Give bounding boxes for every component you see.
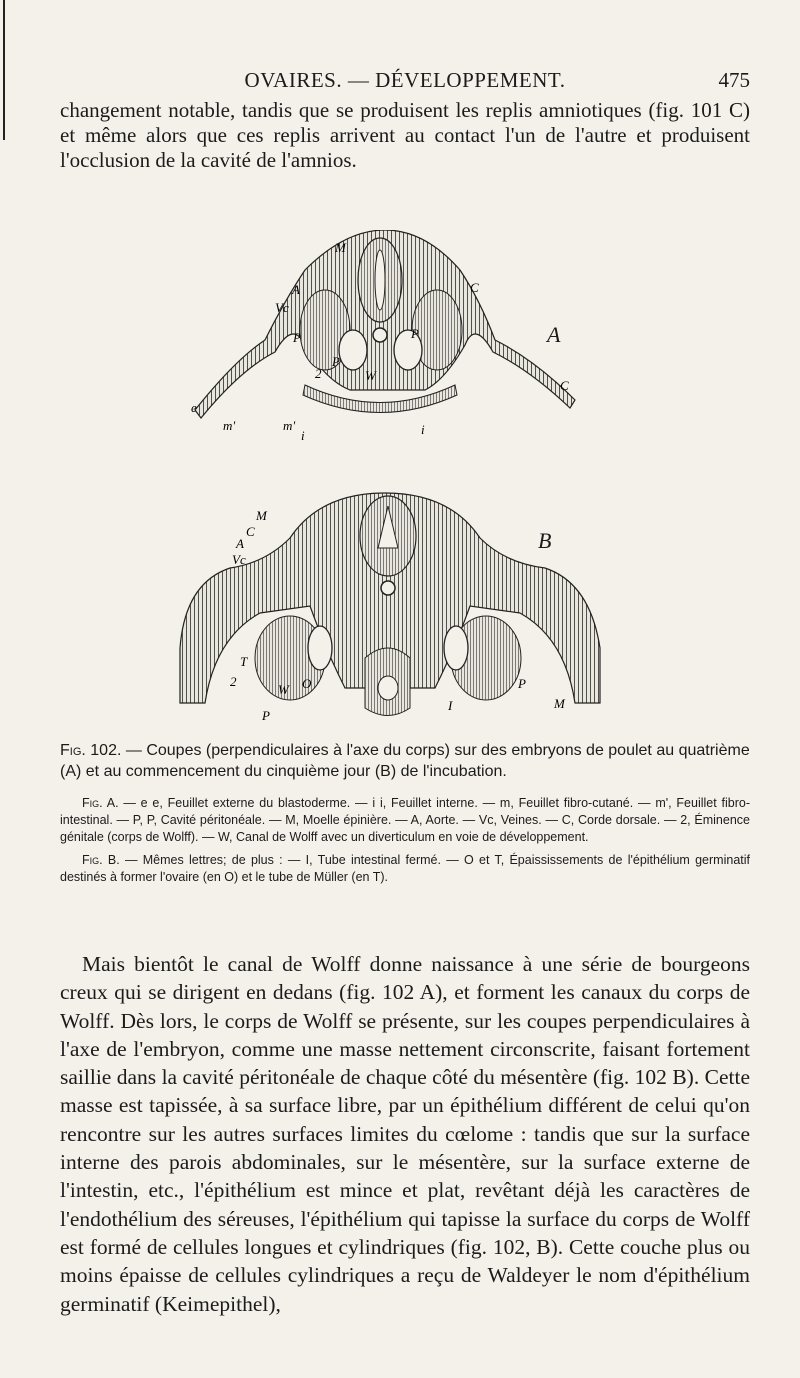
figure-legend (60, 795, 750, 892)
label-a-C2: C (560, 378, 569, 393)
caption-fig-number: Fig. 102. (60, 742, 122, 759)
label-a-P3: P (332, 354, 340, 369)
label-b-Vc: Vc (232, 552, 246, 567)
label-b-M2: M (554, 696, 565, 711)
label-b-I: I (448, 698, 453, 713)
section-b-illustration (170, 488, 610, 738)
legend-a-text: — e e, Feuillet externe du blastoderme. — i i, Feuillet interne. — m, Feuillet fibro-cutané. — m', Feuillet fibro-intestinal. — P, P, Cavité péritonéale. — M, Moelle épinière. — A, Aorte. — Vc, Veines. — C, Corde dorsale. — 2, Éminence génitale (corps de Wolff). — W, Canal de Wolff avec un diverticulum en voie de développement. (60, 796, 750, 844)
figure-panel-a (175, 230, 595, 475)
label-b-T: T (240, 654, 248, 669)
label-a-2: 2 (315, 366, 322, 381)
label-a-C: C (470, 280, 479, 295)
label-a-A: A (292, 282, 300, 297)
label-b-W: W (278, 682, 289, 697)
legend-b-fig: Fig. B. (82, 853, 120, 867)
label-b-M: M (256, 508, 267, 523)
running-header (60, 68, 750, 92)
section-a-illustration (175, 230, 595, 470)
legend-a (60, 795, 750, 846)
legend-b-text: — Mêmes lettres; de plus : — I, Tube intestinal fermé. — O et T, Épaississements de l'épithélium germinatif destinés à former l'ovaire (en O) et le tube de Müller (en T). (60, 853, 750, 884)
panel-b-letter: B (538, 528, 552, 553)
label-a-m2: m' (283, 418, 296, 433)
figure-caption (60, 740, 750, 782)
page-edge-line (3, 0, 5, 140)
label-a-e: e (191, 400, 197, 415)
label-b-2: 2 (230, 674, 237, 689)
legend-a-fig: Fig. A. (82, 796, 119, 810)
label-a-P1: P (293, 330, 301, 345)
main-text: Mais bientôt le canal de Wolff donne naissance à une série de bourgeons creux qui se dirigent en dedans (fig. 102 A), et forment les canaux du corps de Wolff. Dès lors, le corps de Wolff se présente, sur les coupes perpendiculaires à l'axe de l'embryon, comme une masse nettement circonscrite, faisant fortement saillie dans la cavité péritonéale de chaque côté du mésentère (fig. 102 B). Cette masse est tapissée, à sa surface libre, par un épithélium différent de celui qu'on rencontre sur les autres surfaces limites du cœlome : tandis que sur la surface interne des parois abdominales, sur le mésentère, sur la surface externe de l'intestin, etc., l'épithélium est mince et plat, revêtant déjà les caractères de l'endothélium des séreuses, l'épithélium qui tapisse la surface du corps de Wolff est formé de cellules longues et cylindriques (fig. 102, B). Cette couche plus ou moins épaisse de cellules cylindriques a reçu de Waldeyer le nom d'épithélium germinatif (Keimepithel), (60, 952, 750, 1316)
legend-b (60, 852, 750, 886)
label-a-Vc: Vc (275, 300, 289, 315)
label-a-W: W (365, 368, 376, 383)
header-title: OVAIRES. — DÉVELOPPEMENT. (244, 68, 566, 92)
label-a-P2: P (411, 326, 419, 341)
page-number: 475 (718, 68, 750, 92)
intro-text: changement notable, tandis que se produisent les replis amniotiques (fig. 101 C) et même alors que ces replis arrivent au contact l'un de l'autre et produisent l'occlusion de la cavité de l'amnios. (60, 98, 750, 172)
main-paragraph (60, 950, 750, 1318)
label-a-M: M (335, 240, 346, 255)
caption-text: — Coupes (perpendiculaires à l'axe du corps) sur des embryons de poulet au quatrième (A) et au commencement du cinquième jour (B) de l'incubation. (60, 742, 750, 780)
label-a-m1: m' (223, 418, 236, 433)
label-b-A: A (236, 536, 244, 551)
label-b-P1: P (262, 708, 270, 723)
intro-paragraph (60, 98, 750, 173)
label-b-C: C (246, 524, 255, 539)
label-b-P2: P (518, 676, 526, 691)
figure-panel-b (170, 488, 610, 743)
label-a-i2: i (421, 422, 425, 437)
label-b-O: O (302, 676, 312, 691)
label-a-i1: i (301, 428, 305, 443)
panel-a-letter: A (547, 322, 561, 347)
